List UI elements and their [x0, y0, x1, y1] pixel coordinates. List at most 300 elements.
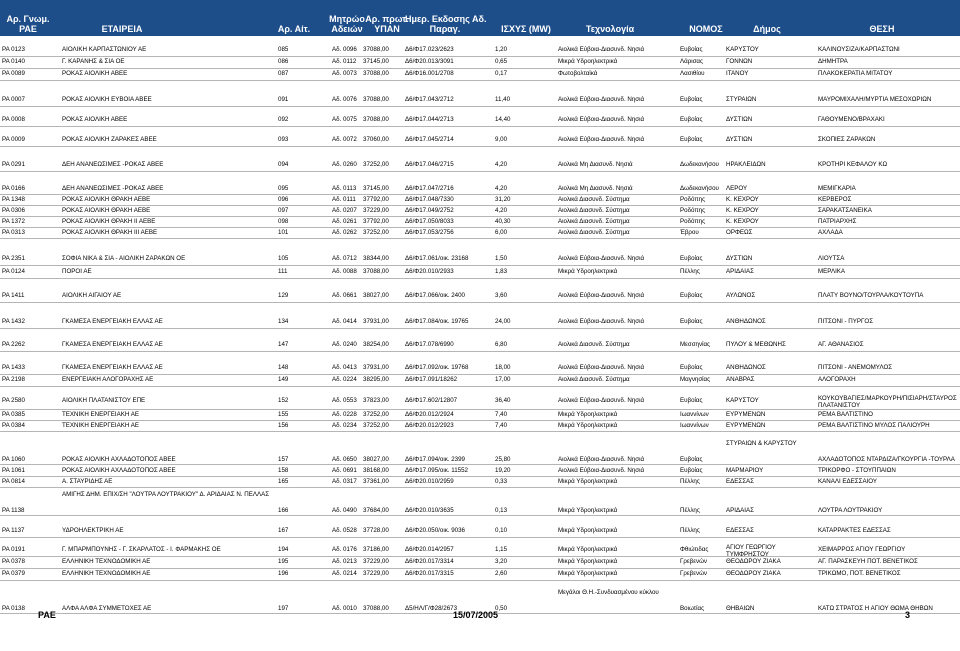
cell-nomos: Γρεβενών	[680, 558, 708, 565]
cell-mitroo: Αδ. 0317	[332, 478, 357, 485]
cell-nomos: Ροδόπης	[680, 218, 706, 225]
cell-hmer: Δ6/Φ17.050/8033	[405, 218, 454, 225]
cell-ar_ait: 165	[278, 478, 289, 485]
table-row	[0, 159, 960, 171]
cell-nomos: Ιωαννίνων	[680, 411, 709, 418]
cell-ar_ait: 129	[278, 292, 289, 299]
cell-thesi: ΠΙΤΣΟΝΙ - ΑΝΕΜΟΜΥΛΟΣ	[818, 364, 893, 371]
cell-thesi: ΤΡΙΚΩΜΟ, ΠΟΤ. ΒΕΝΕΤΙΚΟΣ	[818, 570, 901, 577]
cell-ar_gnom: PA 1061	[2, 467, 25, 474]
cell-dimos: ΑΝΘΗΔΩΝΟΣ	[726, 318, 766, 325]
cell-isxys: 14,40	[495, 116, 511, 123]
cell-texn: Αιολικά Μη Διασυνδ. Νησιά	[558, 161, 633, 168]
cell-texn: Αιολικά Εύβοια-Διασυνδ. Νησιά	[558, 96, 645, 103]
cell-ar_prwt: 37088,00	[363, 605, 389, 612]
cell-ar_gnom: PA 0384	[2, 422, 25, 429]
cell-ar_gnom: PA 1432	[2, 318, 25, 325]
cell-mitroo: Αδ. 0213	[332, 558, 357, 565]
cell-dimos: ΑΡΙΔΑΙΑΣ	[726, 507, 754, 514]
cell-nomos: Ευβοίας	[680, 456, 703, 463]
cell-nomos: Φθιώτιδας	[680, 546, 709, 553]
cell-etaireia: ΑΙΟΛΙΚΗ ΠΛΑΤΑΝΙΣΤΟΥ ΕΠΕ	[62, 397, 146, 404]
cell-etaireia: ΕΛΛΗΝΙΚΗ ΤΕΧΝΟΔΟΜΙΚΗ ΑΕ	[62, 570, 151, 577]
cell-thesi: ΧΕΙΜΑΡΡΟΣ ΑΓΙΟΥ ΓΕΩΡΓΙΟΥ	[818, 546, 906, 553]
cell-dimos: ΙΤΑΝΟΥ	[726, 70, 749, 77]
cell-thesi: ΚΑΝΑΛΙ ΕΔΕΣΣΑΙΟΥ	[818, 478, 878, 485]
table-row	[0, 556, 960, 568]
cell-ar_gnom: PA 1348	[2, 196, 25, 203]
cell-ar_prwt: 37145,00	[363, 58, 389, 65]
cell-isxys: 1,83	[495, 268, 508, 275]
cell-thesi: ΛΟΥΤΡΑ ΛΟΥΤΡΑΚΙΟΥ	[818, 507, 883, 514]
column-header-line2: ΙΣΧΥΣ (MW)	[501, 24, 551, 34]
cell-isxys: 25,80	[495, 456, 511, 463]
cell-thesi: ΠΛΑΚΟΚΕΡΑΤΙΑ ΜΙΤΑΤΟΥ	[818, 70, 893, 77]
cell-ar_prwt: 37088,00	[363, 46, 389, 53]
cell-mitroo: Αδ. 0228	[332, 411, 357, 418]
cell-ar_ait: 134	[278, 318, 289, 325]
cell-ar_ait: 111	[278, 268, 288, 275]
cell-isxys: 24,00	[495, 318, 511, 325]
table-row	[0, 568, 960, 580]
column-header-line1: Αρ. πρωτ.	[365, 14, 409, 24]
cell-dimos: ΔΥΣΤΙΩΝ	[726, 136, 753, 143]
cell-etaireia: ΕΛΛΗΝΙΚΗ ΤΕΧΝΟΔΟΜΙΚΗ ΑΕ	[62, 558, 151, 565]
cell-thesi: ΣΚΟΠΙΕΣ ΖΑΡΑΚΩΝ	[818, 136, 876, 143]
cell-dimos: ΑΡΙΔΑΙΑΣ	[726, 268, 754, 275]
cell-ar_ait: 194	[278, 546, 289, 553]
table-row	[0, 44, 960, 56]
row-divider	[0, 126, 960, 127]
cell-ar_gnom: PA 0191	[2, 546, 25, 553]
cell-ar_gnom: PA 0166	[2, 185, 25, 192]
cell-texn: Μικρά Υδροηλεκτρικά	[558, 507, 618, 514]
footer-publisher: ΡΑΕ	[38, 610, 56, 620]
cell-ar_ait: 197	[278, 605, 289, 612]
cell-isxys: 31,20	[495, 196, 511, 203]
cell-etaireia: ΤΕΧΝΙΚΗ ΕΝΕΡΓΕΙΑΚΗ ΑΕ	[62, 422, 139, 429]
cell-ar_prwt: 37145,00	[363, 185, 389, 192]
cell-hmer: Δ6/Φ17.048/7330	[405, 196, 454, 203]
cell-mitroo: Αδ. 0207	[332, 207, 357, 214]
cell-isxys: 4,20	[495, 207, 508, 214]
cell-mitroo: Αδ. 0490	[332, 507, 357, 514]
cell-ar_gnom: PA 2262	[2, 341, 25, 348]
table-row	[0, 420, 960, 431]
cell-dimos: ΕΔΕΣΣΑΣ	[726, 527, 754, 534]
cell-etaireia: ΡΟΚΑΣ ΑΙΟΛΙΚΗ ΑΧΛΑΔΟΤΟΠΟΣ ΑΒΕΕ	[62, 467, 176, 474]
cell-texn: Μικρά Υδροηλεκτρικά	[558, 58, 618, 65]
cell-texn: Αιολικά Εύβοια-Διασυνδ. Νησιά	[558, 397, 645, 404]
cell-nomos: Λασιθίου	[680, 70, 705, 77]
cell-mitroo: Αδ. 0072	[332, 136, 357, 143]
cell-etaireia: ΓΚΑΜΕΣΑ ΕΝΕΡΓΕΙΑΚΗ ΕΛΛΑΣ ΑΕ	[62, 364, 163, 371]
cell-ar_gnom: PA 0306	[2, 207, 25, 214]
cell-ar_prwt: 37088,00	[363, 268, 389, 275]
cell-ar_gnom: PA 0123	[2, 46, 25, 53]
cell-ar_ait: 087	[278, 70, 289, 77]
table-row	[0, 253, 960, 265]
cell-nomos: Ευβοίας	[680, 292, 703, 299]
cell-nomos: Έβρου	[680, 229, 699, 236]
column-header-ar_gnom	[0, 14, 68, 34]
row-divider	[0, 238, 960, 239]
cell-etaireia: ΑΛΦΑ ΑΛΦΑ ΣΥΜΜΕΤΟΧΕΣ ΑΕ	[62, 605, 152, 612]
footer-date: 15/07/2005	[453, 610, 499, 620]
cell-ar_prwt: 38295,00	[363, 376, 389, 383]
cell-ar_ait: 094	[278, 161, 289, 168]
cell-hmer: Δ6/Φ17.092/οικ. 19768	[405, 364, 469, 371]
column-header-line2: Παραγ.	[429, 24, 461, 34]
column-header-line2: Τεχνολογία	[585, 24, 635, 34]
cell-ar_prwt: 37684,00	[363, 507, 389, 514]
column-header-thesi	[842, 14, 922, 34]
cell-mitroo: Αδ. 0260	[332, 161, 357, 168]
cell-nomos: Ευβοίας	[680, 364, 703, 371]
cell-dimos: ΑΝΘΗΔΩΝΟΣ	[726, 364, 766, 371]
cell-dimos: ΗΡΑΚΛΕΙΔΩΝ	[726, 161, 766, 168]
cell-mitroo: Αδ. 0176	[332, 546, 357, 553]
cell-nomos: Πέλλης	[680, 478, 700, 485]
table-row	[0, 374, 960, 386]
table-row	[0, 544, 960, 559]
cell-ar_gnom: PA 0007	[2, 96, 25, 103]
cell-ar_ait: 155	[278, 411, 289, 418]
cell-ar_gnom: PA 1138	[2, 507, 25, 514]
cell-etaireia: ΓΚΑΜΕΣΑ ΕΝΕΡΓΕΙΑΚΗ ΕΛΛΑΣ ΑΕ	[62, 318, 163, 325]
cell-nomos: Ευβοίας	[680, 136, 703, 143]
cell-hmer: Δ5/ΗΛ/Γ/Φ28/2673	[405, 605, 458, 612]
cell-ar_ait: 096	[278, 196, 289, 203]
cell-hmer: Δ6/Φ16.001/2708	[405, 70, 454, 77]
cell-hmer: Δ6/Φ20.010/2933	[405, 268, 454, 275]
cell-mitroo: Αδ. 0010	[332, 605, 357, 612]
cell-thesi: ΚΟΥΚΟΥΒΑΓΙΕΣ/ΜΑΡΚΟΥΡΗ/ΠΙΣΙΑΡΗ/ΣΤΑΥΡΟΣ ΠΛΑΤΑΝΙΣΤΟΥ	[818, 395, 957, 410]
cell-ar_gnom: PA 0291	[2, 161, 25, 168]
cell-dimos: ΣΤΥΡΑΙΩΝ	[726, 96, 757, 103]
cell-nomos: Ροδόπης	[680, 196, 706, 203]
cell-isxys: 36,40	[495, 397, 511, 404]
cell-etaireia: ΑΙΟΛΙΚΗ ΑΙΓΑΙΟΥ ΑΕ	[62, 292, 122, 299]
cell-ar_gnom: PA 0009	[2, 136, 25, 143]
cell-thesi: ΚΕΡΒΕΡΟΣ	[818, 196, 852, 203]
cell-etaireia: ΡΟΚΑΣ ΑΙΟΛΙΚΗ ΑΒΕΕ	[62, 116, 128, 123]
cell-ar_gnom: PA 0140	[2, 58, 25, 65]
cell-dimos: ΚΑΡΥΣΤΟΥ	[726, 46, 759, 53]
cell-nomos: Ευβοίας	[680, 255, 703, 262]
cell-hmer: Δ6/Φ17.084/οικ. 19765	[405, 318, 469, 325]
cell-ar_gnom: PA 0138	[2, 605, 25, 612]
cell-isxys: 0,65	[495, 58, 508, 65]
cell-texn: Αιολικά Εύβοια-Διασυνδ. Νησιά	[558, 46, 645, 53]
cell-etaireia: Α. ΣΤΑΥΡΙΔΗΣ ΑΕ	[62, 478, 113, 485]
cell-etaireia: ΑΜΙΓΗΣ ΔΗΜ. ΕΠΙΧ/ΣΗ "ΛΟΥΤΡΑ ΛΟΥΤΡΑΚΙΟΥ" Δ. ΑΡΙΔΑΙΑΣ Ν. ΠΕΛΛΑΣ	[62, 491, 270, 498]
row-divider	[0, 106, 960, 107]
cell-mitroo: Αδ. 0113	[332, 185, 357, 192]
cell-ar_prwt: 37088,00	[363, 70, 389, 77]
table-row	[0, 409, 960, 420]
cell-thesi: ΠΑΤΡΙΑΡΧΗΣ	[818, 218, 857, 225]
table-row	[0, 68, 960, 80]
table-row	[0, 227, 960, 238]
cell-nomos: Ευβοίας	[680, 46, 703, 53]
cell-etaireia: ΡΟΚΑΣ ΑΙΟΛΙΚΗ ΕΥΒΟΙΑ ΑΒΕΕ	[62, 96, 152, 103]
cell-dimos: Κ. ΚΕΧΡΟΥ	[726, 218, 759, 225]
cell-texn: Μεγάλοι Θ.Η.-Συνδυασμένου κύκλου	[558, 589, 659, 596]
cell-mitroo: Αδ. 0088	[332, 268, 357, 275]
cell-ar_prwt: 38027,00	[363, 456, 389, 463]
cell-nomos: Βοιωτίας	[680, 605, 705, 612]
cell-isxys: 0,50	[495, 605, 508, 612]
column-header-line2: ΡΑΕ	[19, 24, 37, 34]
cell-hmer: Δ6/Φ17.043/2712	[405, 96, 454, 103]
cell-ar_prwt: 37229,00	[363, 570, 389, 577]
cell-mitroo: Αδ. 0075	[332, 116, 357, 123]
cell-hmer: Δ6/Φ17.095/οικ. 11552	[405, 467, 468, 474]
cell-dimos: ΟΡΦΕΩΣ	[726, 229, 753, 236]
cell-ar_prwt: 37252,00	[363, 411, 389, 418]
cell-dimos: Κ. ΚΕΧΡΟΥ	[726, 196, 759, 203]
cell-ar_prwt: 37361,00	[363, 478, 389, 485]
cell-nomos: Γρεβενών	[680, 570, 708, 577]
cell-nomos: Πέλλης	[680, 268, 700, 275]
cell-texn: Φωτοβολταϊκά	[558, 70, 598, 77]
cell-hmer: Δ6/Φ17.078/6990	[405, 341, 454, 348]
row-divider	[0, 580, 960, 581]
cell-mitroo: Αδ. 0073	[332, 70, 357, 77]
cell-isxys: 7,40	[495, 411, 508, 418]
table-row	[0, 476, 960, 487]
column-header-texn	[570, 14, 650, 34]
cell-etaireia: ΣΟΦΙΑ ΝΙΚΑ & ΣΙΑ - ΑΙΟΛΙΚΗ ΖΑΡΑΚΩΝ ΟΕ	[62, 255, 186, 262]
cell-ar_ait: 157	[278, 456, 289, 463]
cell-texn: Μικρά Υδροηλεκτρικά	[558, 478, 618, 485]
cell-isxys: 0,17	[495, 70, 508, 77]
row-divider	[0, 171, 960, 172]
cell-etaireia: ΔΕΗ ΑΝΑΝΕΩΣΙΜΕΣ -ΡΟΚΑΣ ΑΒΕΕ	[62, 161, 164, 168]
row-divider	[0, 278, 960, 279]
cell-ar_ait: 092	[278, 116, 289, 123]
row-divider	[0, 537, 960, 538]
cell-hmer: Δ6/Φ17.602/12807	[405, 397, 458, 404]
table-row	[0, 56, 960, 68]
cell-thesi: ΔΗΜΗΤΡΑ	[818, 58, 848, 65]
cell-ar_ait: 152	[278, 397, 289, 404]
cell-etaireia: ΥΔΡΟΗΛΕΚΤΡΙΚΗ ΑΕ	[62, 527, 124, 534]
cell-ar_prwt: 37252,00	[363, 161, 389, 168]
cell-thesi: ΣΑΡΑΚΑΤΣΑΝΕΙΚΑ	[818, 207, 872, 214]
cell-hmer: Δ6/Φ20.013/3091	[405, 58, 454, 65]
cell-ar_gnom: PA 2198	[2, 376, 25, 383]
cell-mitroo: Αδ. 0076	[332, 96, 357, 103]
table-row	[0, 266, 960, 278]
cell-mitroo: Αδ. 0234	[332, 422, 357, 429]
cell-thesi: ΚΑΤΑΡΡΑΚΤΕΣ ΕΔΕΣΣΑΣ	[818, 527, 891, 534]
cell-ar_ait: 093	[278, 136, 289, 143]
cell-dimos: ΑΥΛΩΝΟΣ	[726, 292, 756, 299]
cell-ar_prwt: 38168,00	[363, 467, 389, 474]
cell-isxys: 6,80	[495, 341, 508, 348]
cell-dimos: ΕΔΕΣΣΑΣ	[726, 478, 754, 485]
cell-isxys: 4,20	[495, 161, 508, 168]
table-row	[0, 205, 960, 216]
cell-ar_prwt: 37088,00	[363, 116, 389, 123]
cell-isxys: 9,00	[495, 136, 508, 143]
cell-hmer: Δ6/Φ20.010/2959	[405, 478, 454, 485]
cell-ar_prwt: 37252,00	[363, 422, 389, 429]
cell-hmer: Δ6/Φ20.017/3314	[405, 558, 454, 565]
column-header-line2: ΕΤΑΙΡΕΙΑ	[101, 24, 143, 34]
cell-mitroo: Αδ. 0262	[332, 229, 357, 236]
cell-dimos: ΑΝΑΒΡΑΣ	[726, 376, 755, 383]
cell-texn: Αιολικά Εύβοια-Διασυνδ. Νησιά	[558, 456, 645, 463]
cell-ar_ait: 086	[278, 58, 289, 65]
cell-isxys: 17,00	[495, 376, 511, 383]
cell-dimos: ΓΟΝΝΩΝ	[726, 58, 753, 65]
cell-thesi: ΓΑΘΟΥΜΕΝΟ/ΒΡΑΧΑΚΙ	[818, 116, 885, 123]
cell-mitroo: Αδ. 0650	[332, 456, 357, 463]
cell-thesi: ΛΙΟΥΤΣΑ	[818, 255, 845, 262]
cell-hmer: Δ6/Φ20.012/2923	[405, 422, 454, 429]
cell-nomos: Ευβοίας	[680, 96, 703, 103]
cell-dimos: ΘΕΟΔΩΡΟΥ ΖΙΑΚΑ	[726, 570, 781, 577]
cell-isxys: 4,20	[495, 185, 508, 192]
cell-thesi: ΠΛΑΤΥ ΒΟΥΝΟ/ΤΟΥΡΛΑ/ΚΟΥΤΟΥΠΑ	[818, 292, 924, 299]
cell-etaireia: ΡΟΚΑΣ ΑΙΟΛΙΚΗ ΘΡΑΚΗ ΙΙΙ ΑΕΒΕ	[62, 229, 158, 236]
cell-mitroo: Αδ. 0096	[332, 46, 357, 53]
column-header-line2: ΥΠΑΝ	[374, 24, 400, 34]
cell-ar_ait: 196	[278, 570, 289, 577]
cell-texn: Αιολικά Εύβοια-Διασυνδ. Νησιά	[558, 467, 645, 474]
cell-ar_prwt: 38344,00	[363, 255, 389, 262]
cell-isxys: 1,20	[495, 46, 508, 53]
cell-texn: Αιολικά Εύβοια-Διασυνδ. Νησιά	[558, 116, 645, 123]
cell-isxys: 40,30	[495, 218, 511, 225]
table-row	[0, 362, 960, 374]
column-header-line2: Αρ. Αίτ.	[277, 24, 311, 34]
cell-dimos: ΔΥΣΤΙΩΝ	[726, 116, 753, 123]
cell-ar_ait: 085	[278, 46, 289, 53]
cell-hmer: Δ6/Φ20.017/3315	[405, 570, 454, 577]
cell-etaireia: ΡΟΚΑΣ ΑΙΟΛΙΚΗ ΖΑΡΑΚΕΣ ΑΒΕΕ	[62, 136, 157, 143]
cell-isxys: 0,10	[495, 527, 508, 534]
cell-isxys: 18,00	[495, 364, 511, 371]
cell-nomos: Δωδεκανήσου	[680, 185, 719, 192]
cell-hmer: Δ6/Φ17.023/2623	[405, 46, 454, 53]
table-row	[0, 183, 960, 194]
cell-thesi: ΜΕΜΙΓΚΑΡΙΑ	[818, 185, 856, 192]
table-row	[0, 134, 960, 146]
column-header-line2: Αδειών	[331, 24, 363, 34]
cell-ar_ait: 166	[278, 507, 289, 514]
column-header-isxys	[486, 14, 566, 34]
cell-hmer: Δ6/Φ17.091/18262	[405, 376, 458, 383]
cell-dimos: ΕΥΡΥΜΕΝΩΝ	[726, 411, 766, 418]
cell-ar_prwt: 37792,00	[363, 218, 389, 225]
row-divider	[0, 146, 960, 147]
cell-mitroo: Αδ. 0224	[332, 376, 357, 383]
cell-isxys: 11,40	[495, 96, 511, 103]
cell-ar_gnom: PA 1137	[2, 527, 25, 534]
cell-mitroo: Αδ. 0661	[332, 292, 357, 299]
cell-dimos: ΔΥΣΤΙΩΝ	[726, 255, 753, 262]
cell-thesi: ΤΡΙΚΟΡΦΟ - ΣΤΟΥΠΠΑΙΩΝ	[818, 467, 896, 474]
cell-hmer: Δ6/Φ20.014/2957	[405, 546, 454, 553]
cell-etaireia: ΡΟΚΑΣ ΑΙΟΛΙΚΗ ΘΡΑΚΗ ΑΕΒΕ	[62, 196, 151, 203]
table-row	[0, 525, 960, 537]
column-header-dimos	[727, 14, 807, 34]
cell-ar_prwt: 38027,00	[363, 292, 389, 299]
cell-isxys: 7,40	[495, 422, 508, 429]
row-divider	[0, 515, 960, 516]
table-header	[0, 0, 960, 36]
column-header-line2: Δήμος	[753, 24, 781, 34]
column-header-line2: ΘΕΣΗ	[869, 24, 895, 34]
table-row	[0, 440, 960, 464]
cell-nomos: Ιωαννίνων	[680, 422, 709, 429]
cell-ar_ait: 156	[278, 422, 289, 429]
cell-ar_ait: 158	[278, 467, 289, 474]
cell-mitroo: Αδ. 0528	[332, 527, 357, 534]
cell-ar_prwt: 37186,00	[363, 546, 389, 553]
cell-isxys: 3,60	[495, 292, 508, 299]
cell-ar_ait: 097	[278, 207, 289, 214]
cell-dimos: ΕΥΡΥΜΕΝΩΝ	[726, 422, 766, 429]
cell-texn: Αιολικά Διασυνδ. Σύστημα	[558, 341, 630, 348]
row-divider	[0, 302, 960, 303]
cell-mitroo: Αδ. 0261	[332, 218, 357, 225]
cell-etaireia: ΕΝΕΡΓΕΙΑΚΗ ΑΛΟΓΟΡΑΧΗΣ ΑΕ	[62, 376, 154, 383]
cell-thesi: ΑΧΛΑΔΟΤΟΠΟΣ ΝΤΑΡΔΙΖΑ/ΓΚΟΥΡΓΙΑ -ΤΟΥΡΛΑ	[818, 456, 955, 463]
cell-etaireia: ΡΟΚΑΣ ΑΙΟΛΙΚΗ ΘΡΑΚΗ ΑΕΒΕ	[62, 207, 151, 214]
cell-ar_prwt: 37792,00	[363, 196, 389, 203]
cell-ar_gnom: PA 2580	[2, 397, 25, 404]
row-divider	[0, 431, 960, 432]
cell-texn: Αιολικά Εύβοια-Διασυνδ. Νησιά	[558, 292, 645, 299]
cell-texn: Αιολικά Διασυνδ. Σύστημα	[558, 207, 630, 214]
table-row	[0, 194, 960, 205]
cell-nomos: Ευβοίας	[680, 397, 703, 404]
cell-ar_gnom: PA 2351	[2, 255, 25, 262]
cell-hmer: Δ6/Φ20.050/οικ. 9036	[405, 527, 465, 534]
column-header-line1	[486, 14, 566, 24]
cell-nomos: Μαγνησίας	[680, 376, 711, 383]
cell-dimos: ΘΗΒΑΙΩΝ	[726, 605, 755, 612]
cell-nomos: Ευβοίας	[680, 116, 703, 123]
cell-thesi: ΜΑΥΡΟΜΙΧΑΛΗ/ΜΥΡΤΙΑ ΜΕΣΟΧΩΡΙΩΝ	[818, 96, 932, 103]
cell-mitroo: Αδ. 0240	[332, 341, 357, 348]
cell-ar_prwt: 37252,00	[363, 229, 389, 236]
cell-texn: Αιολικά Εύβοια-Διασυνδ. Νησιά	[558, 364, 645, 371]
cell-etaireia: ΑΙΟΛΙΚΗ ΚΑΡΠΑΣΤΩΝΙΟΥ ΑΕ	[62, 46, 147, 53]
cell-ar_ait: 095	[278, 185, 289, 192]
cell-ar_gnom: PA 0124	[2, 268, 25, 275]
cell-ar_ait: 091	[278, 96, 289, 103]
cell-etaireia: ΡΟΚΑΣ ΑΙΟΛΙΚΗ ΑΧΛΑΔΟΤΟΠΟΣ ΑΒΕΕ	[62, 456, 176, 463]
cell-isxys: 0,13	[495, 507, 508, 514]
cell-ar_prwt: 37931,00	[363, 364, 389, 371]
cell-dimos: ΛΕΡΟΥ	[726, 185, 748, 192]
cell-texn: Αιολικά Διασυνδ. Σύστημα	[558, 229, 630, 236]
cell-etaireia: ΔΕΗ ΑΝΑΝΕΩΣΙΜΕΣ -ΡΟΚΑΣ ΑΒΕΕ	[62, 185, 164, 192]
cell-nomos: Μεσσηνίας	[680, 341, 711, 348]
cell-etaireia: ΤΕΧΝΙΚΗ ΕΝΕΡΓΕΙΑΚΗ ΑΕ	[62, 411, 139, 418]
cell-hmer: Δ6/Φ17.044/2713	[405, 116, 454, 123]
cell-isxys: 3,20	[495, 558, 508, 565]
table-row	[0, 114, 960, 126]
cell-nomos: Πέλλης	[680, 527, 700, 534]
cell-dimos: ΣΤΥΡΑΙΩΝ & ΚΑΡΥΣΤΟΥ	[726, 440, 797, 447]
